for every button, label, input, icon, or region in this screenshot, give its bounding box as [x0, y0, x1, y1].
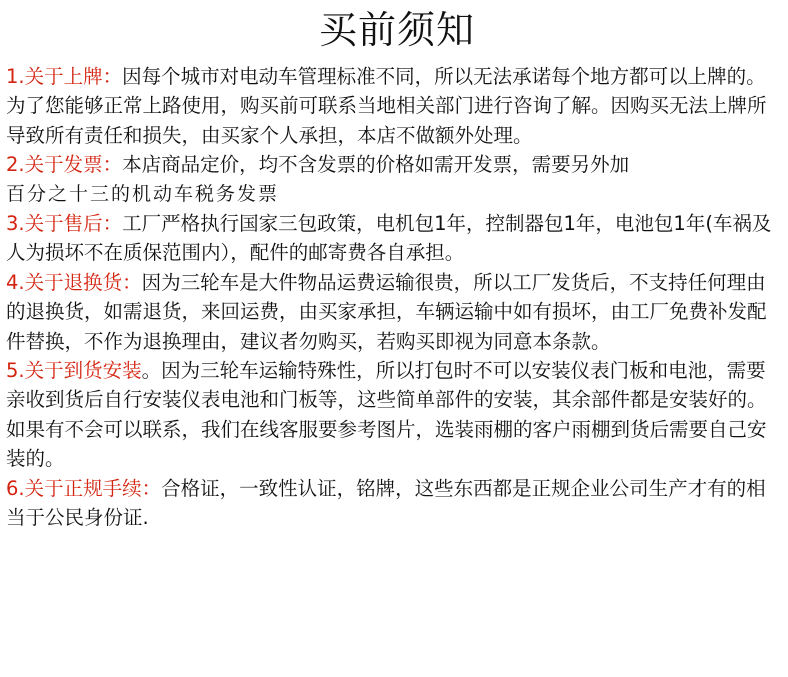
section-heading: 6.关于正规手续： — [6, 476, 162, 500]
section-installation — [6, 356, 788, 474]
section-body: 本店商品定价，均不含发票的价格如需开发票，需要另外加 — [122, 153, 630, 177]
section-body: 。因为三轮车运输特殊性，所以打包时不可以安装仪表门板和电池，需要亲收到货后自行安装仪表电池和门板等，这些简单部件的安装，其余部件都是安装好的。如果有不会可以联系，我们在线客服要参考图片，选装雨棚的客户雨棚到货后需要自己安装的。 — [6, 359, 767, 471]
page-title: 买前须知 — [318, 8, 475, 52]
section-body: 合格证，一致性认证，铭牌，这些东西都是正规企业公司生产才有的相当于公民身份证. — [6, 476, 766, 530]
section-returns — [6, 268, 788, 356]
section-certification — [6, 474, 788, 533]
section-body: 工厂严格执行国家三包政策，电机包1年，控制器包1年，电池包1年(车祸及人为损坏不在质保范围内），配件的邮寄费各自承担。 — [6, 212, 772, 265]
section-heading: 1.关于上牌： — [6, 65, 123, 88]
section-body: 因每个城市对电动车管理标准不同，所以无法承诺每个地方都可以上牌的。为了您能够正常上路使用，购买前可联系当地相关部门进行咨询了解。因购买无法上牌所导致所有责任和损失，由买家个人承担，本店不做额外处理。 — [6, 65, 767, 147]
section-heading: 2.关于发票： — [6, 153, 123, 177]
section-body: 因为三轮车是大件物品运费运输很贵，所以工厂发货后，不支持任何理由的退换货，如需退货，来回运费，由买家承担，车辆运输中如有损坏，由工厂免费补发配件替换，不作为退换理由，建议者勿购买，若购买即视为同意本条款。 — [6, 270, 767, 353]
section-heading: 5.关于到货安装 — [6, 359, 142, 383]
section-heading: 4.关于退换货： — [6, 270, 142, 294]
section-after-sales — [6, 209, 788, 268]
section-body-continued: 百分之十三的机动车税务发票 — [6, 182, 280, 205]
section-heading: 3.关于售后： — [6, 212, 123, 236]
section-license-plate — [6, 62, 788, 150]
section-invoice — [6, 150, 788, 209]
